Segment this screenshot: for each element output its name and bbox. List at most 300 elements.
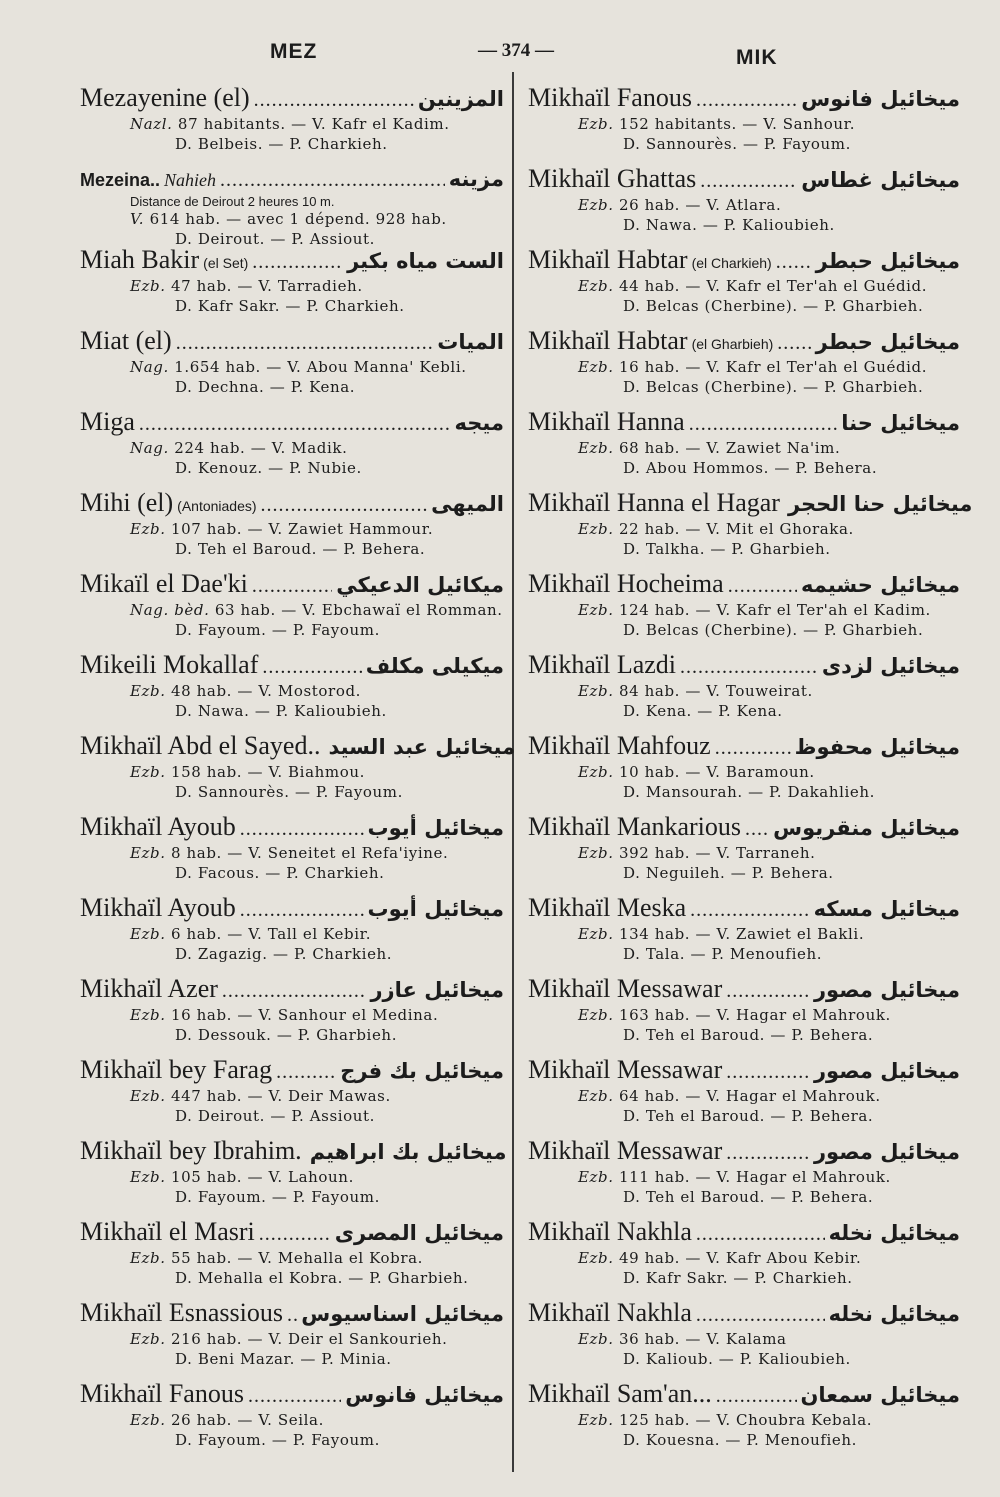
entry-name: Mikhaïl Habtar [528,326,688,355]
entry-arabic-name: الست مياه بكير [347,249,504,273]
entry-note: (el Gharbieh) [691,336,774,352]
entry-arabic-name: ميجه [454,411,504,435]
entry-type: Ezb. [130,1006,166,1024]
entry-name: Mikeili Mokallaf [80,650,259,679]
gazetteer-entry [528,811,960,892]
entry-type: Ezb. [130,925,166,943]
entry-type: Ezb. [130,682,166,700]
gazetteer-entry [528,892,960,973]
entry-type: Nazl. [130,115,173,133]
header-right-guide-word: MIK [736,46,778,69]
leader-dots [716,1380,797,1412]
leader-dots [745,813,769,845]
entry-heading [528,730,960,762]
entry-arabic-name: ميخائيل مصور [813,1140,960,1164]
entry-name: Mikhaïl Mankarious [528,812,742,841]
entry-stats: 124 hab. — V. Kafr el Ter'ah el Kadim. [619,601,931,619]
leader-dots [696,84,797,116]
entry-stats-line [80,1167,504,1187]
entry-type: Ezb. [578,439,614,457]
entry-arabic-name: المزينين [417,87,504,111]
entry-type: Ezb. [578,763,614,781]
entry-stats: 1.654 hab. — V. Abou Manna' Kebli. [174,358,467,376]
gazetteer-entry [528,244,960,325]
leader-dots [222,975,367,1007]
entry-location: D. Nawa. — P. Kalioubieh. [175,702,387,720]
entry-arabic-name: ميخائيل حنا [841,411,960,435]
entry-type: Ezb. [578,1249,614,1267]
gazetteer-entry [80,406,504,487]
leader-dots [696,1218,825,1250]
entry-name: Miah Bakir [80,245,200,274]
entry-type: Ezb. [578,844,614,862]
entry-heading [528,82,960,114]
entry-location: D. Talkha. — P. Gharbieh. [623,540,831,558]
entry-stats: 55 hab. — V. Mehalla el Kobra. [171,1249,424,1267]
entry-stats-line [80,438,504,458]
entry-heading [528,1378,960,1410]
entry-arabic-name: مزينه [448,167,504,191]
entry-stats: 16 hab. — V. Sanhour el Medina. [171,1006,439,1024]
entry-heading [528,1135,960,1167]
entry-location: D. Belcas (Cherbine). — P. Gharbieh. [623,621,924,639]
entry-arabic-name: ميخائيل حشيمه [801,573,960,597]
entry-heading [80,811,504,843]
entry-stats-line [528,762,960,782]
gazetteer-entry [80,1216,504,1297]
entry-stats-line [528,600,960,620]
entry-stats: 87 habitants. — V. Kafr el Kadim. [177,115,450,133]
entry-stats-line [528,114,960,134]
entry-stats: 392 hab. — V. Tarraneh. [619,844,816,862]
entry-arabic-name: ميخائيل المصرى [334,1221,504,1245]
entry-location: D. Mehalla el Kobra. — P. Gharbieh. [175,1269,469,1287]
entry-arabic-name: ميخائيل فانوس [801,87,960,111]
entry-heading [528,406,960,438]
leader-dots [252,246,343,278]
entry-stats-line [80,1410,504,1430]
gazetteer-entry [80,82,504,163]
entry-arabic-name: ميخائيل بك فرج [340,1059,504,1083]
entry-stats-line [80,209,504,229]
entry-location: D. Dessouk. — P. Gharbieh. [175,1026,398,1044]
entry-arabic-name: ميخائيل أيوب [367,816,504,840]
entry-name: Mikhaïl Messawar [528,1055,723,1084]
gazetteer-entry [80,568,504,649]
entry-name: Mikhaïl Ayoub [80,893,236,922]
entry-stats-line [528,1005,960,1025]
entry-location: D. Tala. — P. Menoufieh. [623,945,823,963]
entry-location: D. Neguileh. — P. Behera. [623,864,834,882]
entry-type: Ezb. [578,277,614,295]
entry-stats: 68 hab. — V. Zawiet Na'im. [619,439,841,457]
entry-location: D. Teh el Baroud. — P. Behera. [623,1107,874,1125]
entry-location: D. Teh el Baroud. — P. Behera. [623,1026,874,1044]
entry-type: V. [130,210,145,228]
entry-heading [528,325,960,357]
leader-dots [259,1218,331,1250]
gazetteer-entry [80,1297,504,1378]
entry-arabic-name: ميخائيل غطاس [801,168,960,192]
column-divider [512,72,514,1472]
entry-name: Mikhaïl el Masri [80,1217,255,1246]
entry-heading [528,1054,960,1086]
entry-location: D. Fayoum. — P. Fayoum. [175,621,380,639]
entry-type: Ezb. [130,1249,166,1267]
entry-heading [528,973,960,1005]
leader-dots [680,651,818,683]
entry-name: Mikhaïl bey Farag [80,1055,273,1084]
gazetteer-entry [528,730,960,811]
entry-type: Ezb. [130,1411,166,1429]
entry-name: Mikhaïl Lazdi [528,650,677,679]
entry-location: D. Deirout. — P. Assiout. [175,1107,376,1125]
entry-location: D. Sannourès. — P. Fayoum. [175,783,403,801]
entry-heading [80,730,516,762]
entry-stats-line [80,357,504,377]
entry-heading [80,1054,504,1086]
leader-dots [262,651,361,683]
entry-stats-line [80,924,504,944]
entry-heading [80,325,504,357]
leader-dots [726,975,810,1007]
gazetteer-entry [80,163,504,248]
entry-stats-line [528,1167,960,1187]
leader-dots [690,894,809,926]
entry-stats: 10 hab. — V. Baramoun. [619,763,815,781]
page-number: — 374 — [478,40,554,61]
gazetteer-entry [528,973,960,1054]
gazetteer-entry [80,730,516,811]
entry-type: Ezb. [578,601,614,619]
entry-heading [528,568,960,600]
leader-dots [777,327,811,359]
gazetteer-entry [80,244,504,325]
entry-stats: 447 hab. — V. Deir Mawas. [171,1087,391,1105]
entry-arabic-name: ميخائيل عبد السيد [328,735,516,759]
entry-type: Ezb. [130,1168,166,1186]
leader-dots [254,84,414,116]
entry-type: Ezb. [130,844,166,862]
entry-arabic-name: ميخائيل عازر [370,978,504,1002]
entry-heading [528,244,960,276]
entry-stats-line [80,1086,504,1106]
entry-name: Mikhaïl Hanna [528,407,685,436]
entry-location: D. Deirout. — P. Assiout. [175,230,376,248]
entry-arabic-name: ميكائيل الدعيكي [336,573,504,597]
entry-heading [80,406,504,438]
entry-stats: 107 hab. — V. Zawiet Hammour. [171,520,434,538]
entry-location: D. Kenouz. — P. Nubie. [175,459,362,477]
entry-name: Miat (el) [80,326,172,355]
entry-name: Mikhaïl Ghattas [528,164,697,193]
entry-location: D. Facous. — P. Charkieh. [175,864,385,882]
entry-location: D. Teh el Baroud. — P. Behera. [623,1188,874,1206]
entry-stats: 125 hab. — V. Choubra Kebala. [619,1411,873,1429]
entry-stats-line [80,519,504,539]
page-header [0,34,1000,74]
entry-type: Ezb. [578,520,614,538]
entry-type: Ezb. [578,1168,614,1186]
entry-location: D. Sannourès. — P. Fayoum. [623,135,851,153]
entry-location: D. Belbeis. — P. Charkieh. [175,135,388,153]
entry-stats: 44 hab. — V. Kafr el Ter'ah el Guédid. [619,277,928,295]
entry-location: D. Zagazig. — P. Charkieh. [175,945,393,963]
entry-name: Mikhaïl Fanous [80,1379,244,1408]
leader-dots [240,894,364,926]
entry-name: Mikhaïl Mahfouz [528,731,711,760]
leader-dots [248,1380,341,1412]
entry-heading [80,568,504,600]
entry-heading [80,163,504,195]
entry-stats: 105 hab. — V. Lahoun. [171,1168,354,1186]
leader-dots [139,408,451,440]
entry-type: Nag. [130,439,169,457]
entry-type: Ezb. [578,682,614,700]
entry-stats-line [80,114,504,134]
entry-arabic-name: ميخائيل حبطر [815,330,960,354]
entry-name: Mikhaïl Messawar [528,1136,723,1165]
gazetteer-entry [528,1216,960,1297]
entry-arabic-name: ميخائيل حبطر [815,249,960,273]
entry-stats-line [528,357,960,377]
entry-arabic-name: الميات [437,330,504,354]
entry-name: Mikhaïl Sam'an... [528,1379,712,1408]
gazetteer-entry [528,163,960,244]
entry-stats-line [528,1086,960,1106]
entry-heading [80,973,504,1005]
entry-arabic-name: ميخائيل منقريوس [773,816,960,840]
leader-dots [240,813,364,845]
entry-name: Mikhaïl Azer [80,974,218,1003]
entry-note: (el Charkieh) [691,255,772,271]
entry-stats: 47 hab. — V. Tarradieh. [171,277,363,295]
entry-alt-type: Nahieh [164,170,217,190]
leader-dots [261,489,428,521]
leader-dots [287,1299,297,1331]
entry-stats: 8 hab. — V. Seneitet el Refa'iyine. [171,844,449,862]
entry-stats: 224 hab. — V. Madik. [174,439,348,457]
entry-type: Ezb. [578,196,614,214]
entry-name: Mikhaïl Meska [528,893,687,922]
entry-heading [80,244,504,276]
entry-name: Mikhaïl Habtar [528,245,688,274]
entry-type: Ezb. [578,358,614,376]
entry-heading [80,1216,504,1248]
gazetteer-entry [528,325,960,406]
gazetteer-entry [80,649,504,730]
entry-stats: 163 hab. — V. Hagar el Mahrouk. [619,1006,891,1024]
leader-dots [776,246,812,278]
entry-heading [80,82,504,114]
entry-name: Mikhaïl Nakhla [528,1217,692,1246]
leader-dots [176,327,434,359]
entry-arabic-name: ميخائيل لزدى [821,654,960,678]
entry-stats-line [528,1410,960,1430]
gazetteer-entry [528,82,960,163]
header-left-guide-word: MEZ [270,40,318,63]
entry-name: Mikhaïl Abd el Sayed.. [80,731,321,760]
entry-location: D. Teh el Baroud. — P. Behera. [175,540,426,558]
entry-stats-line [528,681,960,701]
gazetteer-entry [528,406,960,487]
entry-stats: 111 hab. — V. Hagar el Mahrouk. [619,1168,891,1186]
gazetteer-entry [80,1135,507,1216]
entry-stats: 158 hab. — V. Biahmou. [171,763,365,781]
entry-name: Mikhaïl Esnassious [80,1298,283,1327]
entry-arabic-name: ميخائيل بك ابراهيم [309,1140,507,1164]
entry-type: Ezb. [130,520,166,538]
entry-type: Ezb. [130,277,166,295]
entry-stats: 16 hab. — V. Kafr el Ter'ah el Guédid. [619,358,928,376]
entry-stats: 26 hab. — V. Atlara. [619,196,782,214]
entry-type: Ezb. [578,1330,614,1348]
entry-type: Ezb. [578,115,614,133]
gazetteer-entry [528,1378,960,1459]
entry-name: Mikhaïl Hanna el Hagar [528,488,780,517]
entry-note: (Antoniades) [177,498,257,514]
entry-stats-line [528,519,960,539]
entry-heading [80,1297,504,1329]
entry-location: D. Kafr Sakr. — P. Charkieh. [623,1269,853,1287]
entry-stats-line [80,843,504,863]
entry-stats-line [528,438,960,458]
entry-stats: 63 hab. — V. Ebchawaï el Romman. [214,601,503,619]
entry-location: D. Kouesna. — P. Menoufieh. [623,1431,858,1449]
entry-type: Ezb. [578,1411,614,1429]
entry-stats: 22 hab. — V. Mit el Ghoraka. [619,520,854,538]
entry-stats: 216 hab. — V. Deir el Sankourieh. [171,1330,448,1348]
entry-stats-line [528,276,960,296]
gazetteer-entry [80,811,504,892]
entry-stats-line [80,276,504,296]
entry-heading [528,1297,960,1329]
entry-stats: 36 hab. — V. Kalama [619,1330,787,1348]
leader-dots [726,1137,810,1169]
entry-arabic-name: ميخائيل حنا الحجر [787,492,973,516]
leader-dots [715,732,791,764]
entry-location: D. Beni Mazar. — P. Minia. [175,1350,392,1368]
entry-location: D. Fayoum. — P. Fayoum. [175,1431,380,1449]
gazetteer-entry [80,1054,504,1135]
entry-stats-line [80,1248,504,1268]
entry-stats-line [528,1329,960,1349]
entry-heading [528,892,960,924]
entry-type: Ezb. [130,1330,166,1348]
leader-dots [700,165,797,197]
entry-heading [80,1378,504,1410]
entry-type: Nag. bèd. [130,601,210,619]
entry-arabic-name: ميخائيل مصور [813,978,960,1002]
entry-stats-line [80,681,504,701]
entry-location: D. Mansourah. — P. Dakahlieh. [623,783,876,801]
entry-stats-line [528,195,960,215]
entry-name: Mezeina.. [80,170,161,190]
entry-name: Mikhaïl Nakhla [528,1298,692,1327]
entry-type: Ezb. [130,763,166,781]
entry-arabic-name: ميخائيل فانوس [345,1383,504,1407]
entry-heading [528,811,960,843]
entry-name: Mikhaïl Ayoub [80,812,236,841]
entry-location: D. Kafr Sakr. — P. Charkieh. [175,297,405,315]
entry-arabic-name: ميكيلى مكلف [365,654,504,678]
gazetteer-entry [80,892,504,973]
left-column [80,82,516,1459]
entry-heading [528,487,973,519]
leader-dots [689,408,838,440]
leader-dots [696,1299,825,1331]
entry-stats: 49 hab. — V. Kafr Abou Kebir. [619,1249,862,1267]
entry-stats-line [528,843,960,863]
entry-location: D. Abou Hommos. — P. Behera. [623,459,878,477]
entry-stats: 26 hab. — V. Seila. [171,1411,324,1429]
entry-arabic-name: ميخائيل أيوب [367,897,504,921]
entry-stats: 84 hab. — V. Touweirat. [619,682,813,700]
entry-stats: 48 hab. — V. Mostorod. [171,682,362,700]
leader-dots [726,1056,810,1088]
entry-name: Miga [80,407,135,436]
entry-heading [528,1216,960,1248]
entry-location: D. Fayoum. — P. Fayoum. [175,1188,380,1206]
entry-heading [80,487,504,519]
entry-stats-line [528,1248,960,1268]
entry-type: Ezb. [578,1006,614,1024]
entry-type: Nag. [130,358,169,376]
gazetteer-entry [528,487,973,568]
entry-stats: 614 hab. — avec 1 dépend. 928 hab. [149,210,447,228]
entry-stats: 134 hab. — V. Zawiet el Bakli. [619,925,865,943]
entry-stats: 6 hab. — V. Tall el Kebir. [171,925,372,943]
leader-dots [276,1056,336,1088]
entry-name: Mikhaïl Messawar [528,974,723,1003]
entry-stats-line [80,600,504,620]
leader-dots [252,570,332,602]
entry-arabic-name: ميخائيل مسكه [813,897,960,921]
entry-arabic-name: الميهى [431,492,504,516]
entry-location: D. Kalioub. — P. Kalioubieh. [623,1350,851,1368]
entry-heading [528,649,960,681]
entry-arabic-name: ميخائيل اسناسيوس [301,1302,504,1326]
entry-heading [80,892,504,924]
entry-heading [528,163,960,195]
gazetteer-entry [80,487,504,568]
entry-type: Ezb. [578,1087,614,1105]
entry-heading [80,649,504,681]
entry-stats-line [80,762,504,782]
entry-location: D. Belcas (Cherbine). — P. Gharbieh. [623,378,924,396]
gazetteer-entry [80,325,504,406]
leader-dots [220,164,445,196]
entry-location: D. Nawa. — P. Kalioubieh. [623,216,835,234]
entry-type: Ezb. [130,1087,166,1105]
entry-stats-line [528,924,960,944]
leader-dots [728,570,797,602]
entry-distance-note: Distance de Deirout 2 heures 10 m. [130,194,335,209]
entry-arabic-name: ميخائيل سمعان [800,1383,960,1407]
entry-name: Mikhaïl bey Ibrahim. [80,1136,302,1165]
gazetteer-entry [80,973,504,1054]
entry-name: Mezayenine (el) [80,83,250,112]
entry-name: Mikhaïl Fanous [528,83,692,112]
gazetteer-entry [528,1135,960,1216]
entry-stats: 64 hab. — V. Hagar el Mahrouk. [619,1087,881,1105]
entry-note: (el Set) [203,255,249,271]
entry-arabic-name: ميخائيل مصور [813,1059,960,1083]
entry-arabic-name: ميخائيل محفوظ [794,735,960,759]
entry-stats-line [80,1329,504,1349]
entry-location: D. Kena. — P. Kena. [623,702,783,720]
entry-stats: 152 habitants. — V. Sanhour. [619,115,856,133]
